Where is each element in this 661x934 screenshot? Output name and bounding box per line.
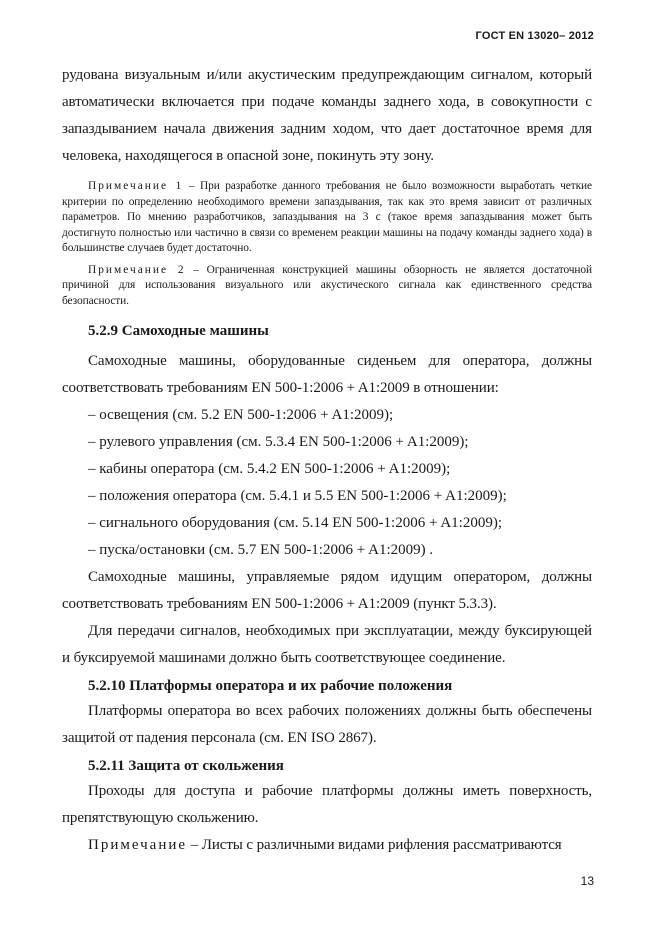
list-item: – освещения (см. 5.2 EN 500-1:2006 + A1:2009); bbox=[88, 407, 394, 423]
page-content bbox=[62, 62, 592, 859]
list-item: – рулевого управления (см. 5.3.4 EN 500-1:2006 + A1:2009); bbox=[88, 434, 469, 450]
section-5-2-11-note bbox=[62, 832, 592, 859]
note-2 bbox=[62, 263, 592, 310]
section-5-2-11-note-text: – Листы с различными видами рифления рассматриваются bbox=[187, 837, 562, 853]
section-5-2-9-heading: 5.2.9 Самоходные машины bbox=[88, 323, 269, 339]
note-2-text: – Ограниченная конструкцией машины обзорность не является достаточной причиной для использования визуального или акустического сигнала как единственного средства безопасности. bbox=[62, 263, 593, 307]
section-5-2-9-intro: Самоходные машины, оборудованные сиденьем для оператора, должны соответствовать требованиям EN 500-1:2006 + A1:2009 в отношении: bbox=[62, 353, 592, 396]
note-2-label: Примечание 2 bbox=[88, 263, 186, 276]
list-item: – положения оператора (см. 5.4.1 и 5.5 EN 500-1:2006 + A1:2009); bbox=[88, 488, 507, 504]
note-1 bbox=[62, 179, 592, 257]
requirements-list bbox=[62, 402, 592, 564]
section-5-2-9-para-3: Для передачи сигналов, необходимых при эксплуатации, между буксирующей и буксируемой машинами должно быть соответствующее соединение. bbox=[62, 623, 592, 666]
section-5-2-10-heading: 5.2.10 Платформы оператора и их рабочие положения bbox=[88, 678, 453, 694]
list-item: – кабины оператора (см. 5.4.2 EN 500-1:2006 + A1:2009); bbox=[88, 461, 451, 477]
section-5-2-11-heading: 5.2.11 Защита от скольжения bbox=[88, 758, 284, 774]
document-header: ГОСТ EN 13020– 2012 bbox=[475, 30, 594, 42]
list-item: – пуска/остановки (см. 5.7 EN 500-1:2006 + A1:2009) . bbox=[88, 542, 434, 558]
note-1-text: – При разработке данного требования не было возможности выработать четкие критерии по определению необходимого времени запаздывания, так как это время зависит от различных параметров. По мнению разработчиков, запаздывания на 3 с (такое время запаздывания может быть достигнуто полностью или частично в связи со временем реакции машины на подачу команды заднего хода) в большинстве случаев будет достаточно. bbox=[62, 180, 592, 254]
section-5-2-10-text: Платформы оператора во всех рабочих положениях должны быть обеспечены защитой от падения персонала (см. EN ISO 2867). bbox=[62, 703, 592, 746]
section-5-2-11-text: Проходы для доступа и рабочие платформы должны иметь поверхность, препятствующую скольжению. bbox=[62, 783, 592, 826]
intro-paragraph: рудована визуальным и/или акустическим предупреждающим сигналом, который автоматически включается при подаче команды заднего хода, в совокупности с запаздыванием начала движения задним ходом, что дает достаточное время для человека, находящегося в опасной зоне, покинуть эту зону. bbox=[62, 67, 592, 164]
section-5-2-11-note-label: Примечание bbox=[88, 837, 188, 853]
list-item: – сигнального оборудования (см. 5.14 EN 500-1:2006 + A1:2009); bbox=[88, 515, 503, 531]
section-5-2-9-para-2: Самоходные машины, управляемые рядом идущим оператором, должны соответствовать требованиям EN 500-1:2006 + A1:2009 (пункт 5.3.3). bbox=[62, 569, 592, 612]
note-1-label: Примечание 1 bbox=[88, 180, 184, 192]
page-number: 13 bbox=[580, 874, 594, 888]
